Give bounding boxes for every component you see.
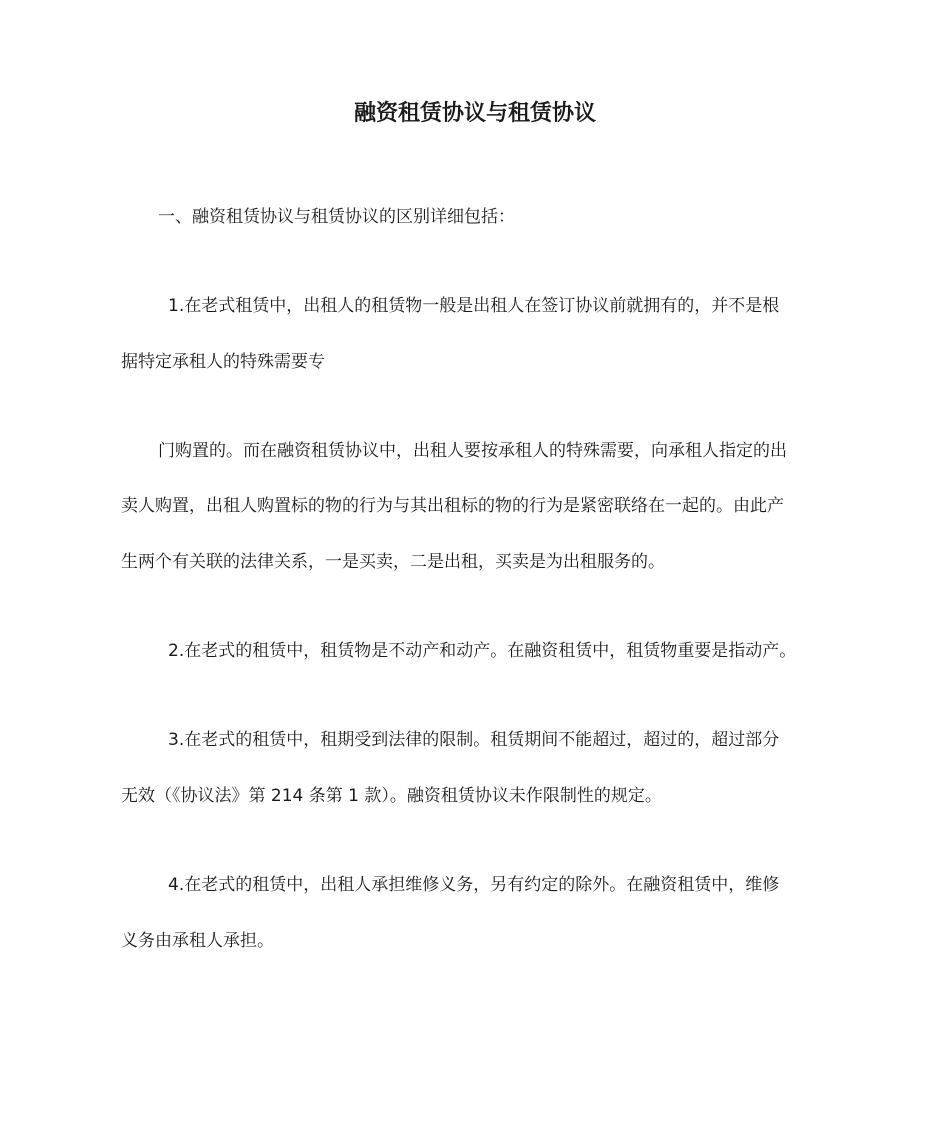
section-heading: 一、融资租赁协议与租赁协议的区别详细包括： (158, 207, 515, 227)
paragraph-line: 卖人购置，出租人购置标的物的行为与其出租标的物的行为是紧密联络在一起的。由此产 (121, 496, 784, 516)
paragraph-line: 3.在老式的租赁中，租期受到法律的限制。租赁期间不能超过，超过的，超过部分 (168, 730, 780, 750)
paragraph-line: 生两个有关联的法律关系，一是买卖，二是出租，买卖是为出租服务的。 (121, 552, 665, 572)
paragraph-line: 2.在老式的租赁中，租赁物是不动产和动产。在融资租赁中，租赁物重要是指动产。 (168, 641, 797, 661)
paragraph-line: 4.在老式的租赁中，出租人承担维修义务，另有约定的除外。在融资租赁中，维修 (168, 875, 780, 895)
paragraph-line: 1.在老式租赁中，出租人的租赁物一般是出租人在签订协议前就拥有的，并不是根 (168, 296, 780, 316)
paragraph-line: 无效（《协议法》第 214 条第 1 款）。融资租赁协议未作限制性的规定。 (121, 786, 662, 806)
document-title: 融资租赁协议与租赁协议 (353, 101, 596, 126)
paragraph-line: 门购置的。而在融资租赁协议中，出租人要按承租人的特殊需要，向承租人指定的出 (158, 441, 787, 461)
paragraph-line: 据特定承租人的特殊需要专 (121, 352, 325, 372)
paragraph-line: 义务由承租人承担。 (121, 931, 274, 951)
